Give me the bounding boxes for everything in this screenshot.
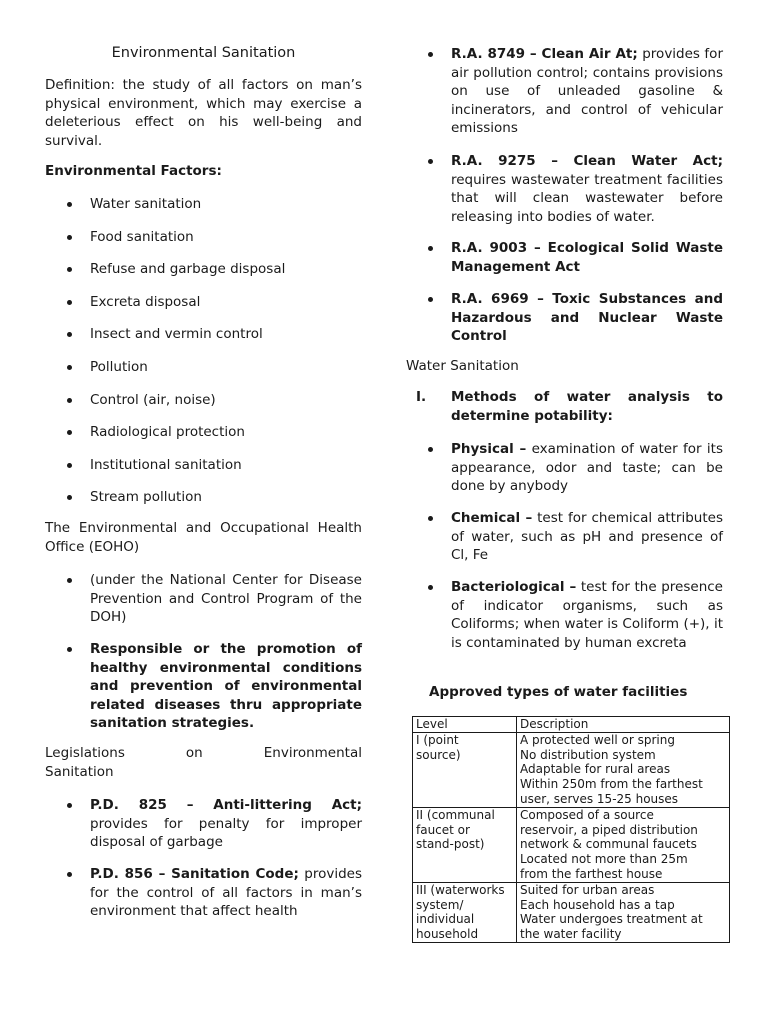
factor-label: Stream pollution	[90, 489, 202, 506]
bullet-icon	[67, 872, 72, 877]
factor-label: Refuse and garbage disposal	[90, 261, 286, 278]
bullet-icon	[67, 495, 72, 500]
description-cell	[517, 882, 730, 942]
ra8749-desc: provides for air pollution control; contains provisions on use of unleaded gasoline & incinerators, and control of vehicular emissions	[451, 46, 723, 136]
legislations-word-3: Environmental	[263, 745, 362, 761]
bullet-icon	[428, 159, 433, 164]
pd825-desc: provides for penalty for improper disposal of garbage	[90, 815, 362, 850]
description-line: user, serves 15-25 houses	[520, 791, 679, 806]
level-line: system/	[416, 897, 464, 912]
pd856-title: P.D. 856 – Sanitation Code;	[90, 866, 299, 882]
water-sanitation-heading: Water Sanitation	[406, 358, 519, 374]
legislations-word-1: Legislations	[45, 745, 125, 761]
description-line: from the farthest house	[520, 866, 663, 881]
factors-heading: Environmental Factors:	[45, 163, 222, 179]
description-line: Located not more than 25m	[520, 852, 688, 867]
level-line: I (point	[416, 732, 459, 747]
table-header-description: Description	[517, 717, 730, 733]
ra6969-text: R.A. 6969 – Toxic Substances and Hazardous and Nuclear Waste Control	[451, 291, 723, 344]
ra9003-text: R.A. 9003 – Ecological Solid Waste Management Act	[451, 240, 723, 275]
bullet-icon	[67, 803, 72, 808]
factor-label: Water sanitation	[90, 196, 202, 212]
page-title: Environmental Sanitation	[111, 45, 296, 61]
bullet-icon	[67, 463, 72, 468]
level-cell	[413, 732, 517, 807]
description-cell	[517, 807, 730, 882]
level-line: III (waterworks	[416, 882, 505, 897]
bullet-icon	[67, 578, 72, 583]
description-line: the water facility	[520, 927, 622, 942]
methods-heading: Methods of water analysis to determine potability:	[451, 389, 723, 424]
factor-label: Pollution	[90, 359, 148, 375]
table-row	[413, 882, 730, 942]
facilities-heading: Approved types of water facilities	[429, 684, 688, 700]
bullet-icon	[67, 647, 72, 652]
table-header-level: Level	[413, 717, 517, 733]
pd856-desc: provides for the control of all factors in man’s environment that affect health	[90, 866, 363, 919]
ra9275-desc: requires wastewater treatment facilities that will clean wastewater before releasing into bodies of water.	[451, 171, 723, 225]
table-row	[413, 732, 730, 807]
level-line: household	[416, 927, 479, 942]
factor-label: Institutional sanitation	[90, 456, 242, 473]
level-line: faucet or	[416, 822, 470, 837]
legislations-word-4: Sanitation	[45, 763, 114, 780]
physical-desc: examination of water for its appearance, odor and taste; can be done by anybody	[451, 441, 723, 494]
physical-title: Physical –	[451, 441, 527, 457]
bullet-icon	[67, 430, 72, 435]
ra9275-title: R.A. 9275 – Clean Water Act;	[451, 153, 723, 169]
description-cell	[517, 732, 730, 807]
bullet-icon	[428, 246, 433, 251]
ra8749-title: R.A. 8749 – Clean Air At;	[451, 46, 638, 62]
description-line: No distribution system	[520, 747, 656, 762]
bullet-icon	[67, 202, 72, 207]
bullet-icon	[67, 300, 72, 305]
bullet-icon	[67, 365, 72, 370]
ra8749-text	[451, 45, 723, 138]
bullet-icon	[428, 297, 433, 302]
roman-numeral: I.	[416, 389, 427, 405]
bullet-icon	[428, 516, 433, 521]
eoho-note-text: (under the National Center for Disease Prevention and Control Program of the DOH)	[90, 572, 362, 625]
bacteriological-title: Bacteriological –	[451, 579, 577, 595]
bullet-icon	[428, 585, 433, 590]
level-cell	[413, 807, 517, 882]
legislations-heading	[45, 744, 362, 781]
level-line: source)	[416, 747, 461, 762]
bullet-icon	[67, 332, 72, 337]
bullet-icon	[428, 447, 433, 452]
table-row	[413, 807, 730, 882]
level-cell	[413, 882, 517, 942]
chemical-desc: test for chemical attributes of water, such as pH and presence of Cl, Fe	[451, 510, 723, 563]
bullet-icon	[428, 52, 433, 57]
description-line: reservoir, a piped distribution	[520, 822, 698, 837]
legislations-word-2: on	[185, 745, 203, 761]
chemical-text	[451, 509, 723, 565]
level-line: II (communal	[416, 807, 495, 822]
pd825-text	[90, 796, 362, 852]
definition-paragraph: Definition: the study of all factors on man’s physical environment, which may exercise a deleterious effect on his well-being and survival.	[45, 77, 362, 149]
description-line: A protected well or spring	[520, 732, 675, 747]
table-body	[413, 717, 730, 943]
factor-label: Excreta disposal	[90, 293, 201, 310]
pd856-text	[90, 865, 362, 921]
level-line: stand-post)	[416, 837, 485, 852]
description-line: Water undergoes treatment at	[520, 912, 703, 927]
bullet-icon	[67, 267, 72, 272]
factor-label: Insect and vermin control	[90, 326, 263, 343]
table-header-row	[413, 717, 730, 733]
description-line: Adaptable for rural areas	[520, 762, 671, 777]
chemical-title: Chemical –	[451, 510, 533, 526]
factor-label: Control (air, noise)	[90, 391, 216, 408]
bullet-icon	[67, 398, 72, 403]
physical-text	[451, 440, 723, 496]
description-line: Composed of a source	[520, 807, 654, 822]
description-line: Within 250m from the farthest	[520, 777, 703, 792]
description-line: Suited for urban areas	[520, 882, 655, 897]
factor-label: Food sanitation	[90, 228, 194, 245]
bullet-icon	[67, 235, 72, 240]
water-facilities-table	[412, 716, 730, 943]
ra9275-text	[451, 152, 723, 226]
description-line: Each household has a tap	[520, 897, 675, 912]
description-line: network & communal faucets	[520, 837, 697, 852]
pd825-title: P.D. 825 – Anti-littering Act;	[90, 797, 362, 813]
bacteriological-text	[451, 578, 723, 652]
eoho-role-text: Responsible or the promotion of healthy environmental conditions and prevention of environmental related diseases thru appropriate sanitation strategies.	[90, 641, 362, 731]
level-line: individual	[416, 912, 475, 927]
eoho-intro: The Environmental and Occupational Health Office (EOHO)	[45, 520, 362, 555]
factor-label: Radiological protection	[90, 424, 245, 441]
bacteriological-desc: test for the presence of indicator organisms, such as Coliforms; when water is Coliform (+), it is contaminated by human excreta	[451, 579, 723, 651]
